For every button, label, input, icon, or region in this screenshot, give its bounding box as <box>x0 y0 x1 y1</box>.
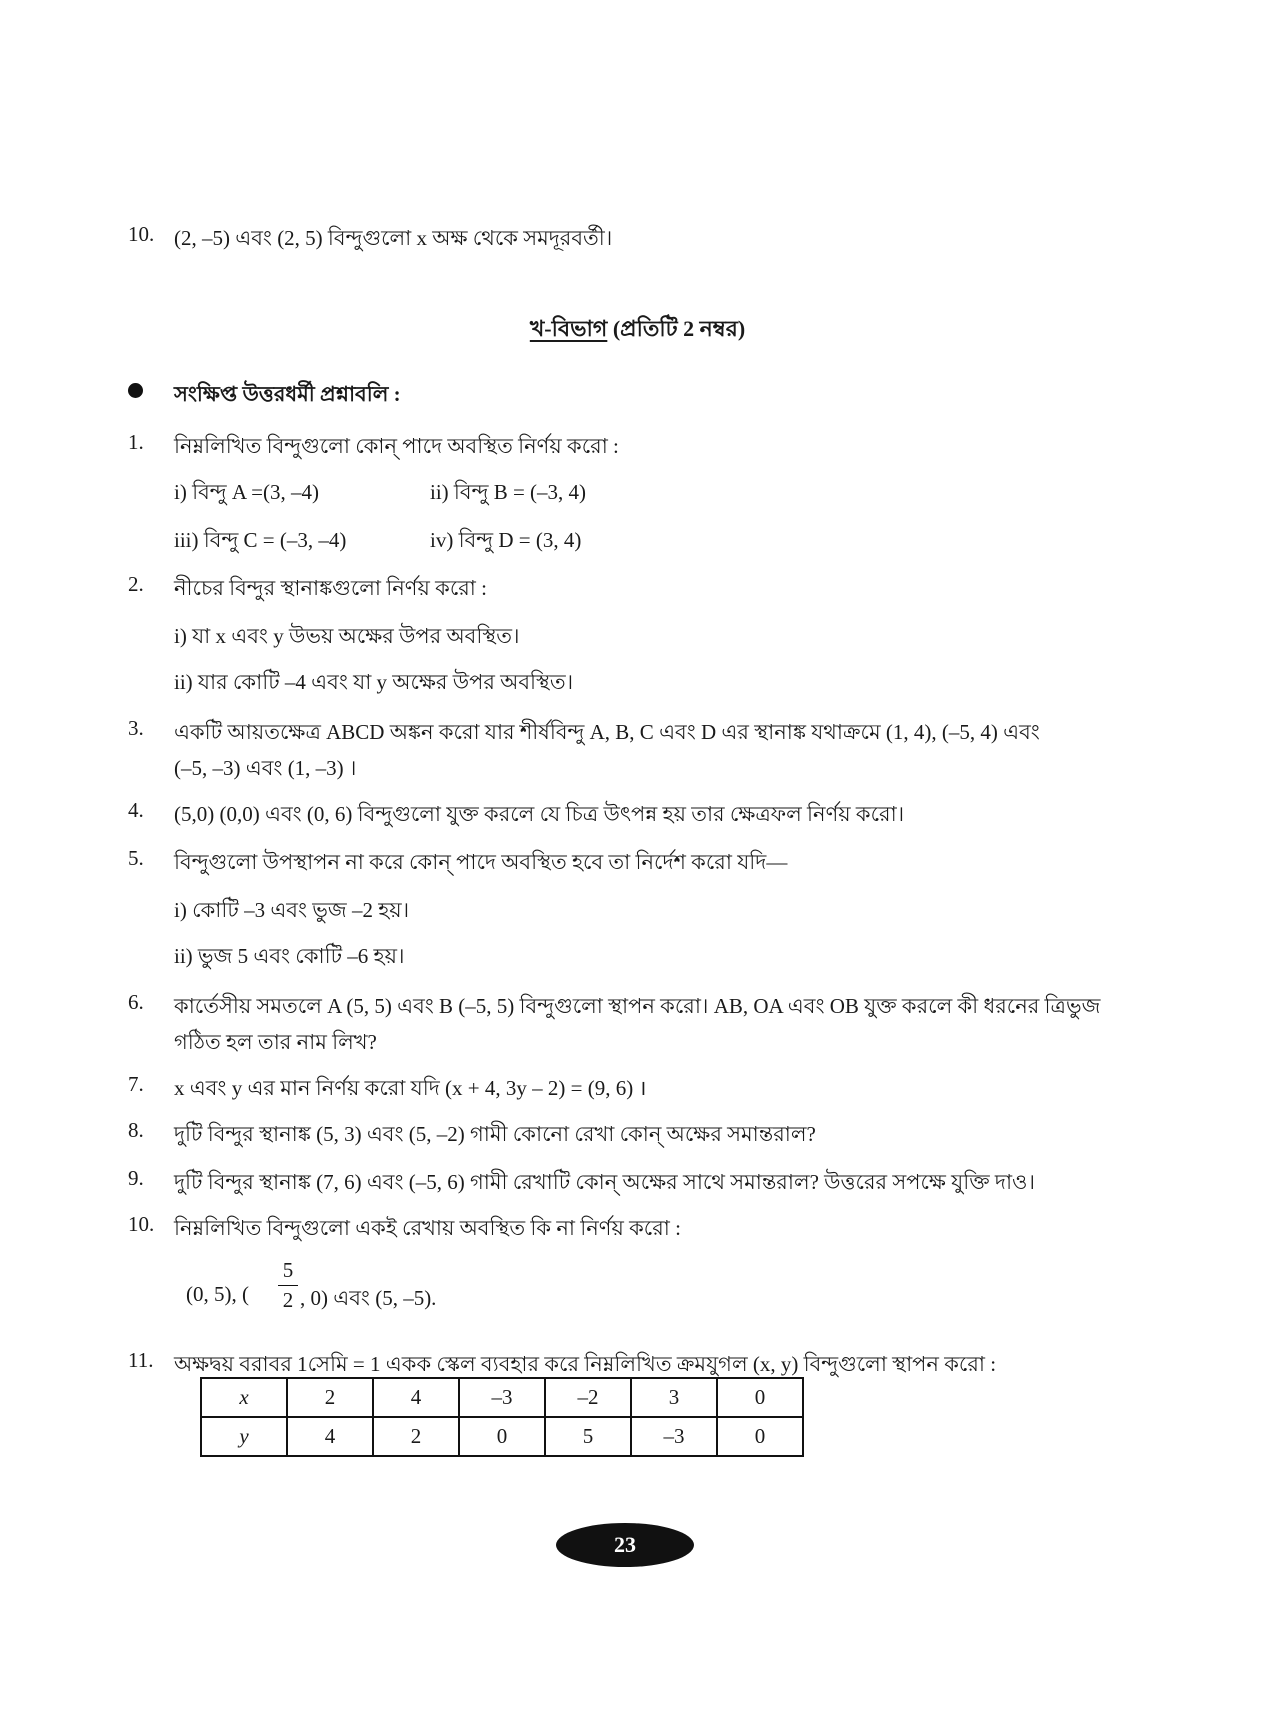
q1-text: নিম্নলিখিত বিন্দুগুলো কোন্ পাদে অবস্থিত নির্ণয় করো : <box>174 434 619 458</box>
table-row <box>201 1378 803 1417</box>
q2-option-ii: ii) যার কোটি –4 এবং যা y অক্ষের উপর অবস্থিত। <box>174 670 574 694</box>
table-cell: x <box>201 1378 287 1417</box>
bullet-icon <box>128 383 143 398</box>
table-cell: 0 <box>459 1417 545 1456</box>
q5-number: 5. <box>128 846 144 870</box>
q11-number: 11. <box>128 1348 154 1372</box>
q3-text-line1: একটি আয়তক্ষেত্র ABCD অঙ্কন করো যার শীর্ষবিন্দু A, B, C এবং D এর স্থানাঙ্ক যথাক্রমে (1, 4), (–5, 4) এবং <box>174 720 1040 744</box>
q1-option-ii: ii) বিন্দু B = (–3, 4) <box>430 480 587 504</box>
q3-text-line2: (–5, –3) এবং (1, –3) । <box>174 756 357 780</box>
q8-text: দুটি বিন্দুর স্থানাঙ্ক (5, 3) এবং (5, –2) গামী কোনো রেখা কোন্ অক্ষের সমান্তরাল? <box>174 1122 816 1146</box>
q11-text: অক্ষদ্বয় বরাবর 1সেমি = 1 একক স্কেল ব্যবহার করে নিম্নলিখিত ক্রমযুগল (x, y) বিন্দুগুলো স্থাপন করো : <box>174 1352 997 1376</box>
intro-item-number: 10. <box>128 222 155 246</box>
table-cell: –3 <box>459 1378 545 1417</box>
q10-number: 10. <box>128 1212 155 1236</box>
q5-option-i: i) কোটি –3 এবং ভুজ –2 হয়। <box>174 898 410 922</box>
table-cell: 2 <box>373 1417 459 1456</box>
q6-text-line1: কার্তেসীয় সমতলে A (5, 5) এবং B (–5, 5) বিন্দুগুলো স্থাপন করো। AB, OA এবং OB যুক্ত করলে কী ধরনের ত্রিভুজ <box>174 994 1101 1018</box>
fraction-bar <box>278 1285 298 1286</box>
q1-option-iv: iv) বিন্দু D = (3, 4) <box>430 528 582 552</box>
table-cell: 0 <box>717 1417 803 1456</box>
subheading: সংক্ষিপ্ত উত্তরধর্মী প্রশ্নাবলি : <box>174 382 401 406</box>
q7-text: x এবং y এর মান নির্ণয় করো যদি (x + 4, 3y – 2) = (9, 6) । <box>174 1076 647 1100</box>
q1-option-i: i) বিন্দু A =(3, –4) <box>174 480 319 504</box>
q1-option-iii: iii) বিন্দু C = (–3, –4) <box>174 528 347 552</box>
q2-option-i: i) যা x এবং y উভয় অক্ষের উপর অবস্থিত। <box>174 624 520 648</box>
table-cell: y <box>201 1417 287 1456</box>
table-cell: –2 <box>545 1378 631 1417</box>
q8-number: 8. <box>128 1118 144 1142</box>
coordinate-table <box>200 1377 804 1457</box>
q4-number: 4. <box>128 798 144 822</box>
page-number: 23 <box>556 1523 694 1567</box>
table-row <box>201 1417 803 1456</box>
fraction-numerator: 5 <box>282 1258 294 1282</box>
q10-text: নিম্নলিখিত বিন্দুগুলো একই রেখায় অবস্থিত কি না নির্ণয় করো : <box>174 1216 681 1240</box>
section-heading <box>0 312 1275 349</box>
q5-text: বিন্দুগুলো উপস্থাপন না করে কোন্ পাদে অবস্থিত হবে তা নির্দেশ করো যদি— <box>174 850 788 874</box>
fraction-denominator: 2 <box>282 1288 294 1312</box>
table-cell: 2 <box>287 1378 373 1417</box>
q9-text: দুটি বিন্দুর স্থানাঙ্ক (7, 6) এবং (–5, 6) গামী রেখাটি কোন্ অক্ষের সাথে সমান্তরাল? উত্তরের সপক্ষে যুক্তি দাও। <box>174 1170 1035 1194</box>
q2-number: 2. <box>128 572 144 596</box>
q5-option-ii: ii) ভুজ 5 এবং কোটি –6 হয়। <box>174 944 405 968</box>
q7-number: 7. <box>128 1072 144 1096</box>
q9-number: 9. <box>128 1166 144 1190</box>
table-cell: 4 <box>373 1378 459 1417</box>
q4-text: (5,0) (0,0) এবং (0, 6) বিন্দুগুলো যুক্ত করলে যে চিত্র উৎপন্ন হয় তার ক্ষেত্রফল নির্ণয় করো। <box>174 802 905 826</box>
q2-text: নীচের বিন্দুর স্থানাঙ্কগুলো নির্ণয় করো : <box>174 576 487 600</box>
section-heading-marks: (প্রতিটি 2 নম্বর) <box>607 316 746 341</box>
q10-expression-right: , 0) এবং (5, –5). <box>300 1286 437 1310</box>
q10-fraction <box>278 1258 298 1313</box>
table-cell: 4 <box>287 1417 373 1456</box>
q6-number: 6. <box>128 990 144 1014</box>
q1-number: 1. <box>128 430 144 454</box>
q10-expression-left: (0, 5), ( <box>186 1282 249 1306</box>
table-cell: 0 <box>717 1378 803 1417</box>
section-heading-part: খ-বিভাগ <box>529 316 608 341</box>
table-cell: –3 <box>631 1417 717 1456</box>
q6-text-line2: গঠিত হল তার নাম লিখ? <box>174 1030 377 1054</box>
table-cell: 3 <box>631 1378 717 1417</box>
table-cell: 5 <box>545 1417 631 1456</box>
intro-item-text: (2, –5) এবং (2, 5) বিন্দুগুলো x অক্ষ থেকে সমদূরবর্তী। <box>174 226 613 250</box>
q3-number: 3. <box>128 716 144 740</box>
